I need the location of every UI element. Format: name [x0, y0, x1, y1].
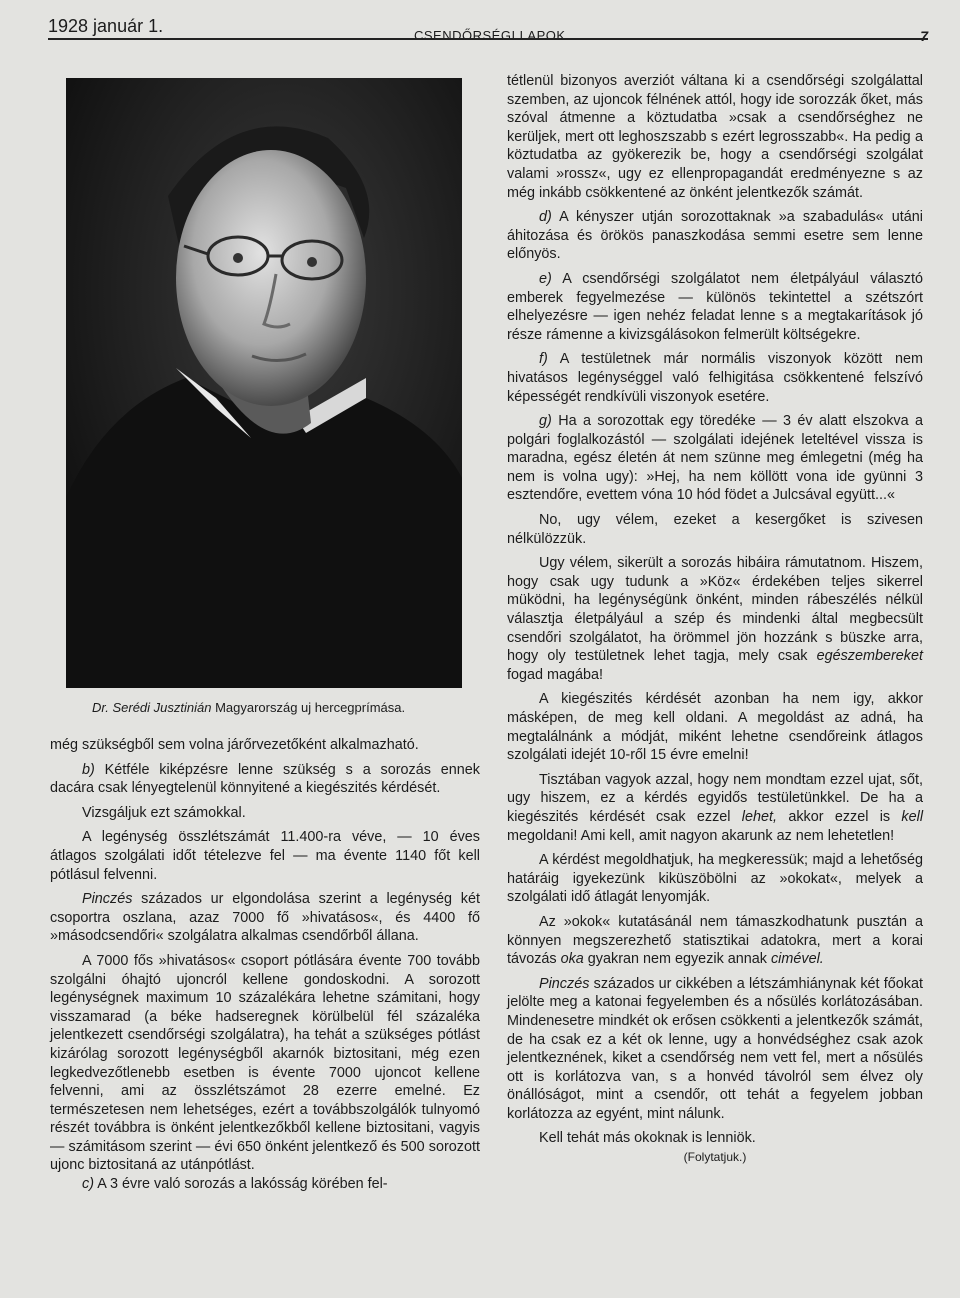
- paragraph: [507, 771, 923, 845]
- emphasis: cimével.: [770, 951, 824, 968]
- caption-name: Dr. Serédi Jusztinián: [92, 700, 212, 715]
- paragraph-text: A legénység összlétszámát 11.400-ra véve, — 10 éves átlagos szolgálati időt tételezve fel — ma évente 1140 főt kell pótlásul felvenni.: [50, 829, 480, 883]
- author-name: Pinczés: [82, 891, 133, 908]
- paragraph: [50, 761, 480, 798]
- item-label: f): [539, 351, 548, 368]
- paragraph: [507, 975, 923, 1124]
- item-label: d): [539, 209, 552, 226]
- paragraph-text: A kérdést megoldhatjuk, ha megkeressük; majd a lehetőség határáig igyekezünk kiküszöbölni az »okokat«, melyek a szolgálati idő átlagát lenyomják.: [507, 852, 923, 906]
- photo-caption: [92, 700, 472, 715]
- paragraph-text: Az »okok« kutatásánál nem támaszkodhatunk pusztán a könnyen megszerezhető statisztikai adatokra, mert a korai távozás: [507, 913, 923, 968]
- paragraph: [507, 270, 923, 344]
- paragraph: [507, 412, 923, 505]
- paragraph-text: akkor ezzel is: [777, 808, 902, 825]
- paragraph: [507, 913, 923, 969]
- paragraph-text: Tisztában vagyok azzal, hogy nem mondtam ezzel ujat, sőt, ugy hiszem, ez a kérdés egyidős testületünkkel. De ha a kiegészités kérdését csak ezzel: [507, 771, 923, 825]
- paragraph: [50, 804, 480, 823]
- paragraph: [50, 736, 480, 755]
- paragraph: [507, 208, 923, 264]
- paragraph-text: Kell tehát más okoknak is lenniök.: [539, 1130, 756, 1147]
- paragraph: [507, 1129, 923, 1148]
- paragraph: [50, 828, 480, 884]
- paragraph-text: Kétféle kiképzésre lenne szükség s a sorozás ennek dacára csak lényegtelenül könnyitené a kiegészités kérdését.: [50, 761, 480, 797]
- right-column: [507, 72, 923, 1167]
- journal-title: CSENDŐRSÉGI LAPOK: [414, 28, 566, 43]
- paragraph-text: megoldani! Ami kell, amit nagyon akarunk az nem lehetetlen!: [507, 827, 895, 844]
- emphasis: oka: [560, 951, 584, 968]
- paragraph-text: százados ur elgondolása szerint a legénység két csoportra oszlana, azaz 7000 fő »hivatásos«, és 4400 fő »másodcsendőri« szolgálatra alkalmas csendőrből állana.: [50, 891, 480, 945]
- emphasis: kell: [901, 808, 924, 825]
- paragraph-text: A kényszer utján sorozottaknak »a szabadulás« utáni áhitozása és örökös panaszkodása semmi esetre sem lenne előnyös.: [507, 209, 923, 263]
- emphasis: lehet,: [741, 808, 778, 825]
- paragraph-text: Vizsgáljuk ezt számokkal.: [82, 804, 246, 821]
- paragraph-text: még szükségből sem volna járőrvezetőként alkalmazható.: [50, 737, 419, 753]
- header-rule: [48, 38, 928, 40]
- caption-text: Magyarország uj hercegprímása.: [211, 700, 406, 715]
- paragraph: [50, 952, 480, 1175]
- paragraph-text: Ugy vélem, sikerült a sorozás hibáira rámutatnom. Hiszem, hogy csak ugy tudunk a »Köz« érdekében teljes sikerrel müködni, ha legénységünk önként, minden rábeszélés nélkül választja életpályául a szép és mindenki által megbecsült csendőri szolgálatot, ha örömmel jön hozzánk s büszke arra, hogy oly testületnek lehet tagja, mely csak: [507, 555, 923, 665]
- paragraph: [507, 690, 923, 764]
- paragraph-text: gyakran nem egyezik annak: [583, 951, 771, 968]
- item-label: c): [82, 1176, 94, 1193]
- issue-date: 1928 január 1.: [48, 16, 164, 36]
- paragraph: [507, 554, 923, 684]
- emphasis: egészembereket: [816, 648, 923, 665]
- item-label: g): [539, 413, 552, 430]
- paragraph: [507, 851, 923, 907]
- paragraph-text: A kiegészités kérdését azonban ha nem igy, akkor másképen, de meg kell oldani. A megoldást az adná, ha megtalálnánk a módját, miként lehetne csendőreink átlagos szolgálati idejét 10-ről 15 évre emelni!: [507, 691, 923, 764]
- paragraph-text: tétlenül bizonyos averziót váltana ki a csendőrségi szolgálattal szemben, az ujoncok félnének attól, hogy ide sorozzák őket, más szóval átmenne a köztudatba »csak a csendőrséghez ne kerüljek, mert ott leghoszszabb s ezért legrosszabb«. Ha pedig a köztudatba az gyökerezik be, hogy a csendőrségi szolgálat valami »rossz«, ugy ez ellenpropagandát eredményezne s az még inkább csökkentené az önként jelentkezők számát.: [507, 73, 923, 201]
- item-label: b): [82, 761, 95, 778]
- paragraph: [50, 890, 480, 946]
- paragraph-text: fogad magába!: [507, 666, 604, 683]
- paragraph-text: A 3 évre való sorozás a lakósság körében fel-: [94, 1176, 388, 1193]
- paragraph-text: százados ur cikkében a létszámhiánynak két főokat jelölte meg a katonai fegyelemben és a nősülés korlátozásában. Mindenesetre mindkét ok erősen csökkenti a jelentkezők számát, de ha csak ez a két ok lenne, ugy a honvédséghez csak azok jelentkeznének, kiket a csendőrség nem vett fel, mert a nősülés ott is korlátozva van, s a honvéd távolról sem élvez oly önállóságot, mint a csendőr, ott tehát a fegyelem jobban korlátozza az egyént, mint nálunk.: [507, 975, 923, 1122]
- page-header: [48, 14, 928, 42]
- continued-note: [507, 1148, 923, 1167]
- paragraph: [507, 72, 923, 202]
- paragraph-text: Ha a sorozottak egy töredéke — 3 év alatt elszokva a polgári foglalkozástól — szolgálati idejének leteltével vissza is maradna, egész életén át nem szünne meg émlegetni (még ha nem is volna ugy): »Hej, ha nem köllött vona ide gyünni 3 esztendőre, evettem vóna 10 hód födet a Julcsával együtt...«: [507, 413, 923, 504]
- paragraph: [507, 511, 923, 548]
- paragraph-text: A testületnek már normális viszonyok között nem hivatásos legénységgel való felhigitása csökkentené felszívó képességét rendkívüli viszonyok esetére.: [507, 351, 923, 405]
- paragraph: [50, 1175, 480, 1194]
- author-name: Pinczés: [539, 975, 590, 992]
- paragraph-text: No, ugy vélem, ezeket a kesergőket is szivesen nélkülözzük.: [507, 512, 923, 547]
- continued-text: (Folytatjuk.): [683, 1150, 747, 1165]
- paragraph-text: A 7000 fős »hivatásos« csoport pótlására évente 700 tovább szolgálni óhajtó ujoncról kellene gondoskodni. A sorozott legénységnek maximum 10 százalékára lehetne számitani, hogy visszamarad (a béke hadseregnek körülbelül fél százaléka jelentkezett csendőrségi szolgálatra), ha tehát a szükséges pótlást kizárólag sorozott legénységből akarnók biztositani, még ezen legkedvezőtlenebb esetben is évente 7000 ujoncot kellene felvenni, ami az összlétszámot 28 ezerre emelné. Ez természetesen nem lehetséges, ezért a továbbszolgálók tulnyomó részét továbbra is önként jelentkezőkből kellene biztositani, vagyis — számitásom szerint — évi 650 önként jelentkező és 500 sorozott ujonc biztositaná az utánpótlást.: [50, 952, 480, 1174]
- left-column: [50, 736, 480, 1194]
- paragraph-text: A csendőrségi szolgálatot nem életpályául választó emberek fegyelmezése — különös tekintettel a szétszórt elhelyezésre — igen nehéz feladat lenne s a megtakarítások jó része rámenne a kivizsgálásokon felmerült költségekre.: [507, 270, 923, 343]
- item-label: e): [539, 270, 552, 287]
- portrait-photo: [66, 78, 462, 688]
- paragraph: [507, 350, 923, 406]
- page-number: 7: [920, 28, 928, 44]
